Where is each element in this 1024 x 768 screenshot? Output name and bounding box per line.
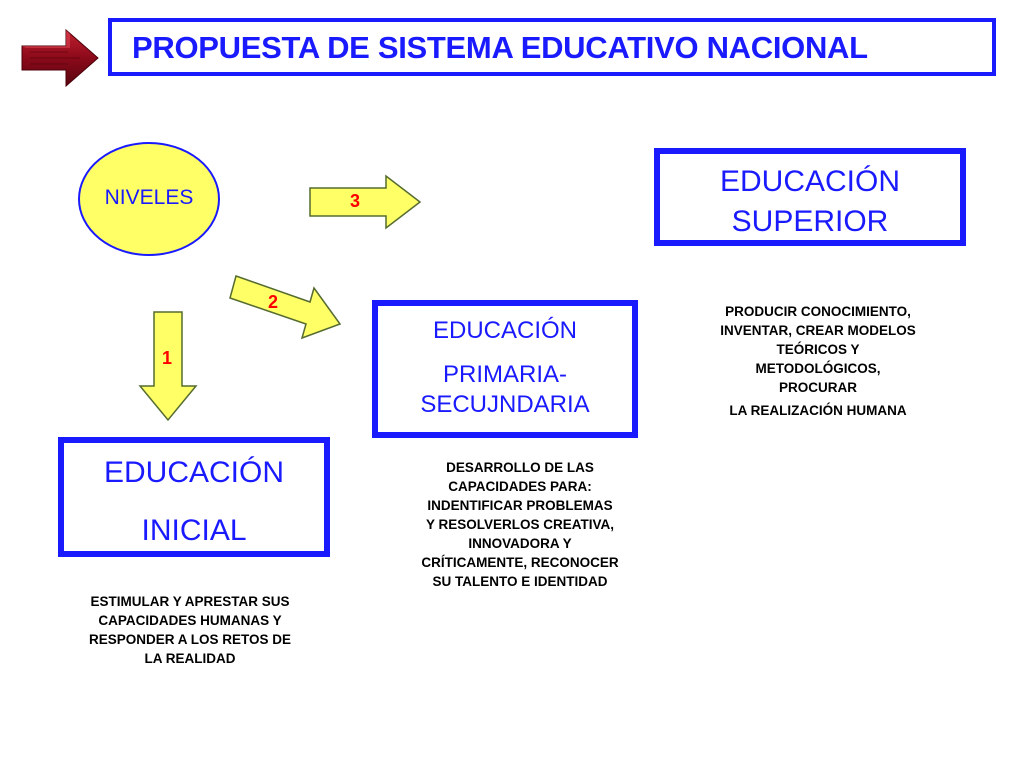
primaria-line2: PRIMARIA- [442, 361, 567, 388]
niveles-node [78, 142, 220, 256]
primaria-desc-line: CRÍTICAMENTE, RECONOCER [421, 555, 619, 570]
arrow-1-number: 1 [162, 348, 173, 368]
superior-line1: EDUCACIÓN [719, 165, 900, 198]
inicial-description [44, 592, 336, 668]
primaria-desc-line: INDENTIFICAR PROBLEMAS [427, 498, 613, 513]
nav-arrow-icon[interactable] [20, 28, 102, 88]
superior-box [654, 148, 966, 246]
arrow-3-number: 3 [350, 191, 361, 211]
title-box [108, 18, 996, 76]
inicial-desc-line: ESTIMULAR Y APRESTAR SUS [90, 594, 290, 609]
superior-desc-line: LA REALIZACIÓN HUMANA [729, 403, 907, 418]
inicial-line1: EDUCACIÓN [103, 456, 284, 489]
arrow-3-shape [308, 174, 422, 230]
inicial-line2: INICIAL [141, 514, 247, 547]
arrow-1 [138, 310, 198, 422]
primaria-description [374, 458, 666, 591]
primaria-desc-line: CAPACIDADES PARA: [448, 479, 592, 494]
primaria-box [372, 300, 638, 438]
primaria-desc-line: SU TALENTO E IDENTIDAD [432, 574, 608, 589]
primaria-line3: SECUJNDARIA [420, 391, 590, 418]
inicial-desc-line: CAPACIDADES HUMANAS Y [98, 613, 282, 628]
superior-desc-line: PRODUCIR CONOCIMIENTO, [725, 304, 911, 319]
superior-description [662, 302, 974, 420]
primaria-desc-line: Y RESOLVERLOS CREATIVA, [425, 517, 615, 532]
arrow-2 [226, 272, 344, 344]
inicial-desc-line: RESPONDER A LOS RETOS DE [88, 632, 292, 647]
inicial-desc-line: LA REALIDAD [144, 651, 236, 666]
superior-line2: SUPERIOR [731, 205, 889, 238]
primaria-desc-line: DESARROLLO DE LAS [446, 460, 594, 475]
superior-desc-line: TEÓRICOS Y [776, 342, 860, 357]
niveles-label: NIVELES [104, 186, 194, 209]
inicial-box [58, 437, 330, 557]
superior-desc-line: INVENTAR, CREAR MODELOS [720, 323, 916, 338]
superior-desc-line: PROCURAR [778, 380, 857, 395]
primaria-desc-line: INNOVADORA Y [468, 536, 572, 551]
arrow-2-number: 2 [268, 292, 279, 312]
arrow-3 [308, 174, 422, 230]
superior-desc-line: METODOLÓGICOS, [755, 361, 881, 376]
primaria-line1: EDUCACIÓN [432, 317, 577, 344]
page-title: PROPUESTA DE SISTEMA EDUCATIVO NACIONAL [132, 30, 868, 65]
arrow-2-shape [226, 272, 344, 344]
